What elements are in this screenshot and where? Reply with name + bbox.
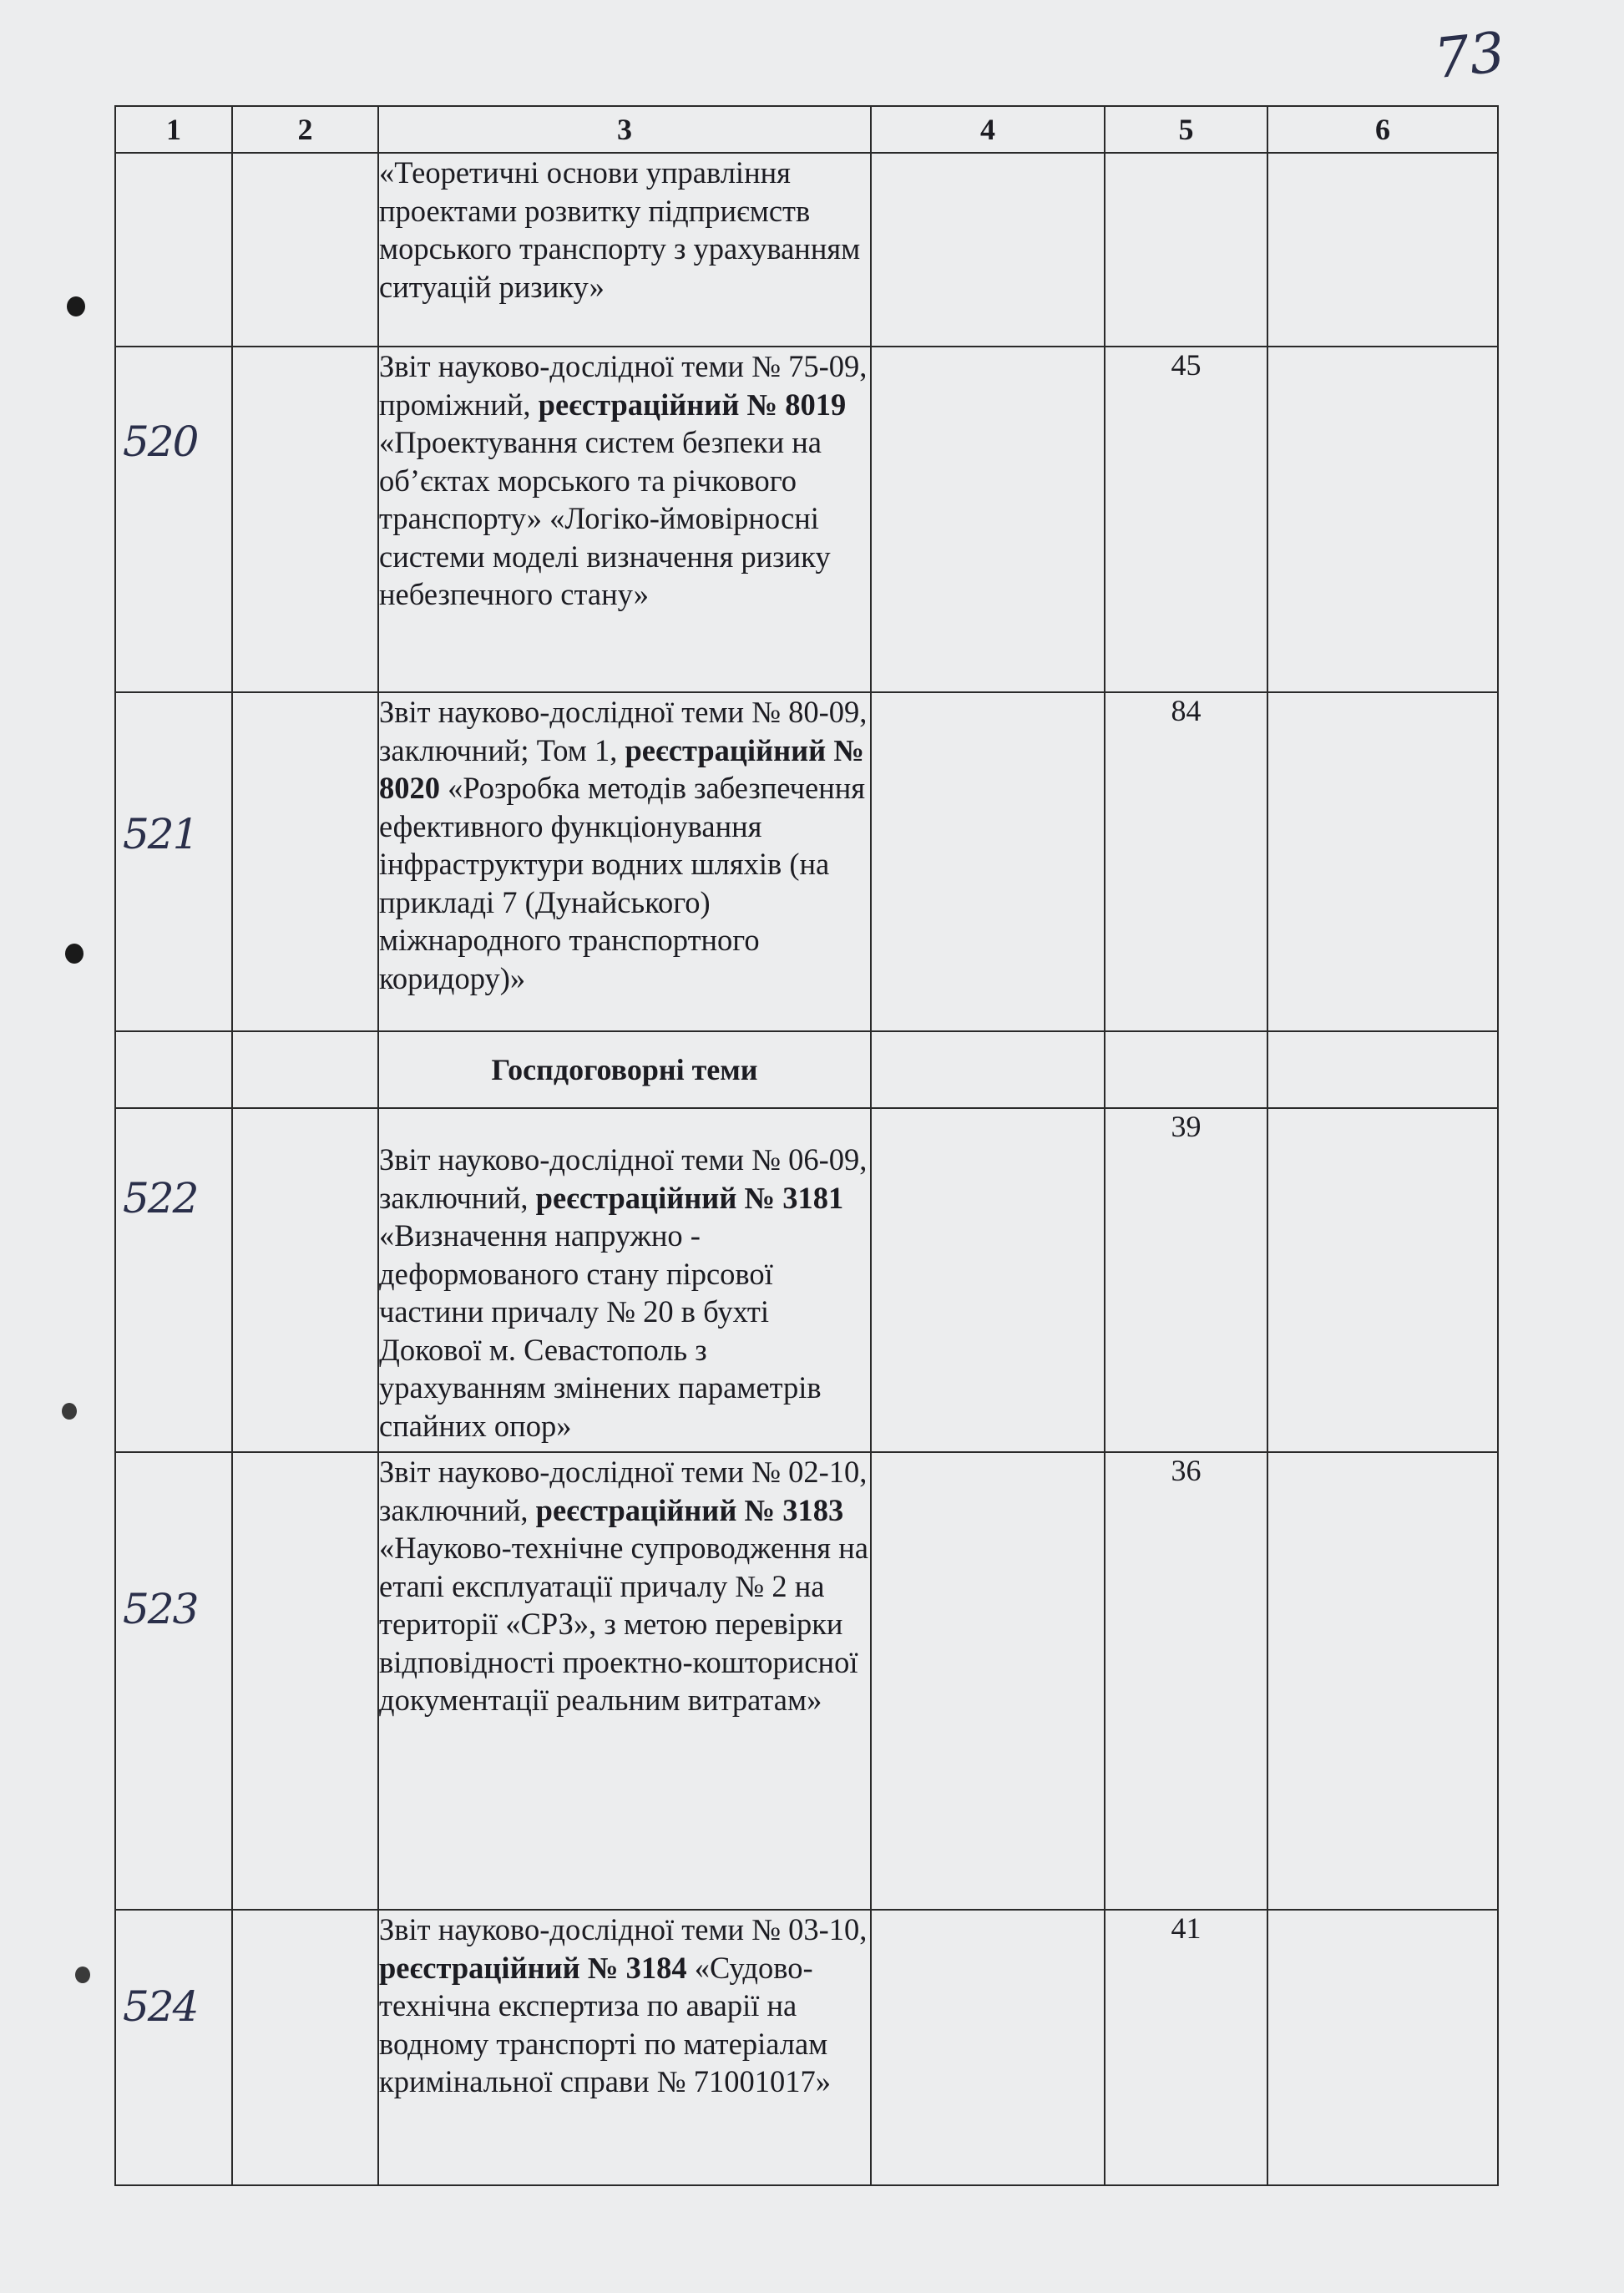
column-header: 3 — [378, 106, 871, 153]
record-number-cell — [115, 1108, 232, 1452]
description-text: Звіт науково-дослідної теми № 80-09, заключний; Том 1, — [379, 695, 868, 767]
empty-cell — [871, 1108, 1105, 1452]
empty-cell — [1267, 692, 1498, 1031]
description-title: «Науково-технічне супроводження на етапі експлуатації причалу № 2 на території «СРЗ», з метою перевірки відповідності проектно-кошторисної документації реальним витратам» — [379, 1531, 868, 1717]
empty-cell — [232, 692, 378, 1031]
column-header: 4 — [871, 106, 1105, 153]
table-row — [115, 692, 1498, 1031]
registration-number: реєстраційний № 8019 — [538, 387, 847, 422]
registration-number: реєстраційний № 3184 — [379, 1950, 687, 1985]
punch-hole — [65, 944, 83, 964]
table-row — [115, 347, 1498, 692]
column-header: 6 — [1267, 106, 1498, 153]
empty-cell — [871, 1031, 1105, 1108]
empty-cell — [232, 1031, 378, 1108]
empty-cell — [871, 1452, 1105, 1910]
record-number: 521 — [123, 810, 198, 858]
punch-hole — [62, 1403, 77, 1420]
record-number-cell — [115, 153, 232, 347]
page-count-cell: 84 — [1105, 692, 1267, 1031]
empty-cell — [1267, 347, 1498, 692]
description-cell — [378, 347, 871, 692]
page-count-cell: 45 — [1105, 347, 1267, 692]
description-title: «Визначення напружно - деформованого стану пірсової частини причалу № 20 в бухті Докової м. Севастополь з урахуванням змінених параметрів спайних опор» — [379, 1218, 822, 1443]
empty-cell — [871, 347, 1105, 692]
section-heading: Госпдоговорні теми — [378, 1031, 871, 1108]
description-cell — [378, 1452, 871, 1910]
description-text: Звіт науково-дослідної теми № 06-09, заключний, — [379, 1142, 868, 1215]
record-number-cell — [115, 692, 232, 1031]
description-title: «Судово-технічна експертиза по аварії на водному транспорті по матеріалам кримінальної справи № 71001017» — [379, 1950, 831, 2098]
record-number-cell — [115, 1452, 232, 1910]
empty-cell — [232, 1910, 378, 2185]
punch-hole — [75, 1967, 90, 1983]
description-cell — [378, 692, 871, 1031]
empty-cell — [115, 1031, 232, 1108]
page-count-cell — [1105, 153, 1267, 347]
empty-cell — [232, 1452, 378, 1910]
column-header: 5 — [1105, 106, 1267, 153]
record-number: 523 — [123, 1585, 198, 1633]
handwritten-page-number: 73 — [1431, 19, 1508, 92]
empty-cell — [232, 347, 378, 692]
empty-cell — [1267, 1910, 1498, 2185]
description-text: Звіт науково-дослідної теми № 02-10, заключний, — [379, 1455, 868, 1527]
table-row — [115, 1910, 1498, 2185]
record-number: 524 — [123, 1982, 198, 2031]
description-title: «Проектування систем безпеки на об’єктах морського та річкового транспорту» «Логіко-ймовірносні системи моделі визначення ризику небезпечного стану» — [379, 425, 831, 611]
page-count-cell: 39 — [1105, 1108, 1267, 1452]
description-text: Звіт науково-дослідної теми № 75-09, проміжний, — [379, 349, 868, 422]
empty-cell — [232, 153, 378, 347]
description-text: Звіт науково-дослідної теми № 03-10, — [379, 1912, 868, 1946]
empty-cell — [871, 692, 1105, 1031]
table-row — [115, 153, 1498, 347]
empty-cell — [232, 1108, 378, 1452]
empty-cell — [1267, 1031, 1498, 1108]
column-header: 2 — [232, 106, 378, 153]
empty-cell — [871, 1910, 1105, 2185]
description-title: «Розробка методів забезпечення ефективного функціонування інфраструктури водних шляхів (на прикладі 7 (Дунайського) міжнародного транспортного коридору)» — [379, 771, 866, 995]
table-row — [115, 1452, 1498, 1910]
archive-register-table — [114, 105, 1499, 2186]
empty-cell — [1267, 1452, 1498, 1910]
header-row — [115, 106, 1498, 153]
empty-cell — [871, 153, 1105, 347]
empty-cell — [1267, 1108, 1498, 1452]
registration-number: реєстраційний № 3181 — [535, 1180, 844, 1215]
record-number-cell — [115, 347, 232, 692]
empty-cell — [1267, 153, 1498, 347]
empty-cell — [1105, 1031, 1267, 1108]
page-count-cell: 41 — [1105, 1910, 1267, 2185]
description-cell — [378, 1108, 871, 1452]
record-number-cell — [115, 1910, 232, 2185]
section-row — [115, 1031, 1498, 1108]
punch-hole — [67, 296, 85, 316]
registration-number: реєстраційний № 8020 — [379, 732, 864, 805]
page-count-cell: 36 — [1105, 1452, 1267, 1910]
description-cell — [378, 1910, 871, 2185]
registration-number: реєстраційний № 3183 — [535, 1492, 844, 1527]
table-row — [115, 1108, 1498, 1452]
record-number: 522 — [123, 1174, 198, 1222]
record-number: 520 — [123, 418, 198, 466]
column-header: 1 — [115, 106, 232, 153]
description-cell: «Теоретичні основи управління проектами розвитку підприємств морського транспорту з урахуванням ситуацій ризику» — [378, 153, 871, 347]
